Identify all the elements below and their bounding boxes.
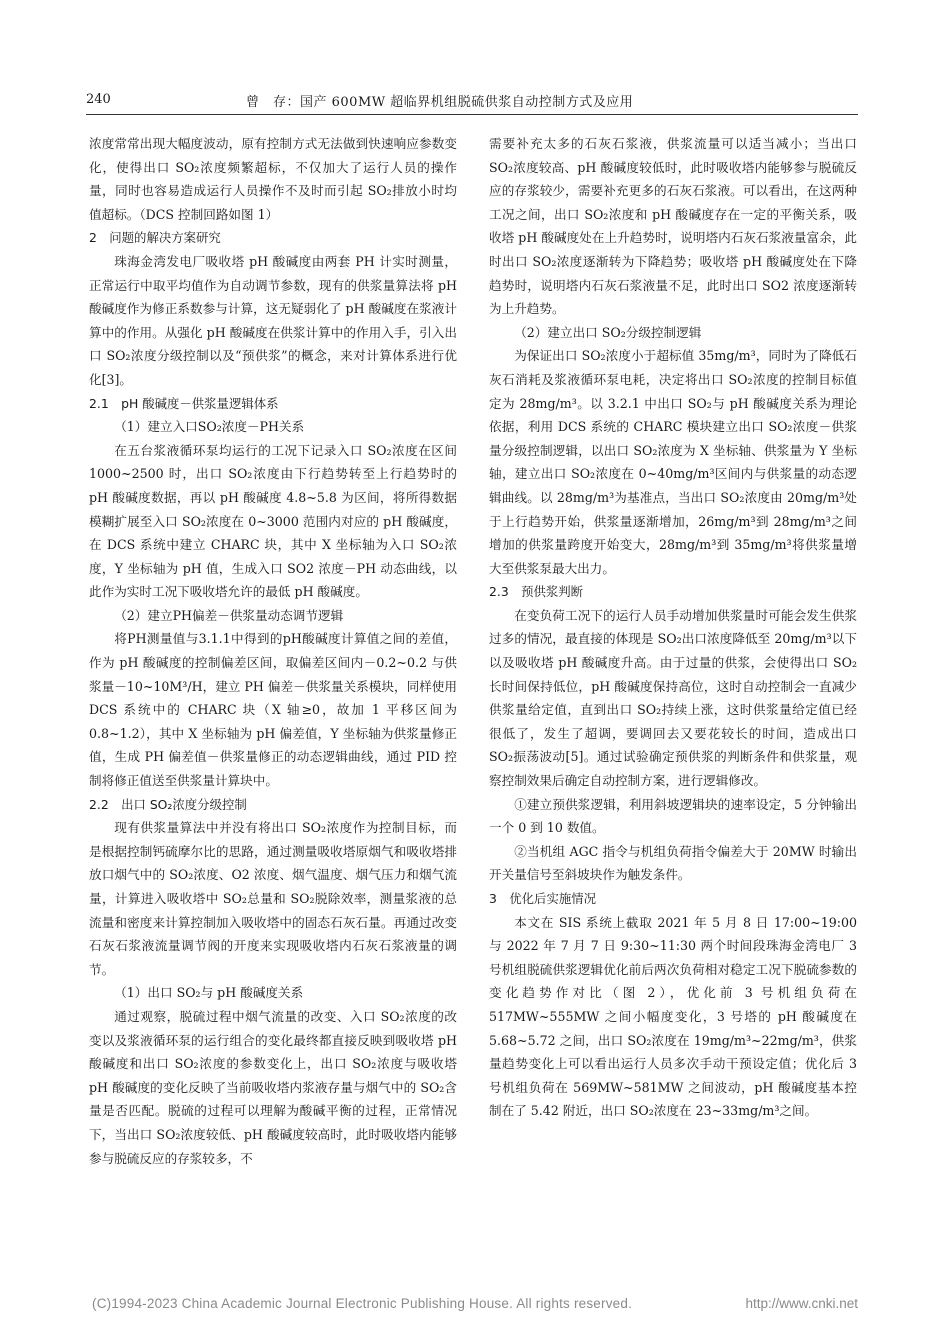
section-heading: 2.2 出口 SO₂浓度分级控制 [89,796,247,812]
body-paragraph: 现有供浆量算法中并没有将出口 SO₂浓度作为控制目标，而是根据控制钙硫摩尔比的思路，通过测量吸收塔原烟气和吸收塔排放口烟气中的 SO₂浓度、O2 浓度、烟气温度、烟气压力和烟气流量，计算进入吸收塔中 SO₂总量和 SO₂脱除效率，测量浆液的总流量和密度来计算控制加入吸收塔中的固态石灰石量。再通过改变石灰石浆液流量调节阀的开度来实现吸收塔内石灰石浆液量的调节。 [89,820,457,977]
website-link[interactable]: http://www.cnki.net [745,1296,858,1311]
page-header [86,88,858,115]
subsection-heading: （1）出口 SO₂与 pH 酸碱度关系 [114,985,304,1001]
body-paragraph: 将PH测量值与3.1.1中得到的pH酸碱度计算值之间的差值，作为 pH 酸碱度的控制偏差区间，取偏差区间内－0.2~0.2 与供浆量－10~10M³/H，建立 PH 偏差－供浆量关系模块，同样使用 DCS 系统中的 CHARC 块（X 轴≥0，故加 1 平移区间为 0.8~1.2），其中 X 坐标轴为 pH 偏差值，Y 坐标轴为供浆量修正值，生成 PH 偏差值－供浆量修正的动态逻辑曲线，通过 PID 控制将修正值送至供浆量计算块中。 [89,631,457,789]
body-paragraph: 本文在 SIS 系统上截取 2021 年 5 月 8 日 17:00~19:00 与 2022 年 7 月 7 日 9:30~11:30 两个时间段珠海金湾电厂 3 号机组脱硫供浆逻辑优化前后两次负荷相对稳定工况下脱硫参数的变化趋势作对比（图 2），优化前 3 号机组负荷在 517MW~555MW 之间小幅度变化，3 号塔的 pH 酸碱度在 5.68~5.72 之间，出口 SO₂浓度在 19mg/m³~22mg/m³，供浆量趋势变化上可以看出运行人员多次手动干预设定值；优化后 3 号机组负荷在 569MW~581MW 之间波动，pH 酸碱度基本控制在了 5.42 附近，出口 SO₂浓度在 23~33mg/m³之间。 [489,914,857,1119]
continued-paragraph: 浓度常常出现大幅度波动，原有控制方式无法做到快速响应参数变化，使得出口 SO₂浓度频繁超标，不仅加大了运行人员的操作量，同时也容易造成运行人员操作不及时而引起 SO₂排放小时均值超标。（DCS 控制回路如图 1） [89,136,457,222]
left-column [89,132,457,1170]
running-title: 曾 存：国产 600MW 超临界机组脱硫供浆自动控制方式及应用 [246,95,634,110]
section-heading: 2.1 pH 酸碱度－供浆量逻辑体系 [89,395,279,411]
body-paragraph: 在五台浆液循环泵均运行的工况下记录入口 SO₂浓度在区间 1000~2500 时，出口 SO₂浓度由下行趋势转至上行趋势时的 pH 酸碱度数据，再以 pH 酸碱度 4.8~5.8 为区间，将所得数据模糊扩展至入口 SO₂浓度在 0~3000 范围内对应的 pH 酸碱度，在 DCS 系统中建立 CHARC 块，其中 X 坐标轴为入口 SO₂浓度，Y 坐标轴为 pH 值，生成入口 SO2 浓度－PH 动态曲线，以此作为实时工况下吸收塔允许的最低 pH 酸碱度。 [89,442,457,600]
section-heading: 2 问题的解决方案研究 [89,230,221,246]
subsection-heading: （1）建立入口SO₂浓度－PH关系 [114,419,305,435]
subsection-heading: （2）建立出口 SO₂分级控制逻辑 [514,324,702,340]
body-paragraph: 为保证出口 SO₂浓度小于超标值 35mg/m³，同时为了降低石灰石消耗及浆液循环泵电耗，决定将出口 SO₂浓度的控制目标值定为 28mg/m³。以 3.2.1 中出口 SO₂与 pH 酸碱度关系为理论依据，利用 DCS 系统的 CHARC 模块建立出口 SO₂浓度－供浆量分级控制逻辑，以出口 SO₂浓度为 X 坐标轴、供浆量为 Y 坐标轴，建立出口 SO₂浓度在 0~40mg/m³区间内与供浆量的动态逻辑曲线。以 28mg/m³为基准点，当出口 SO₂浓度由 20mg/m³处于上行趋势开始，供浆量逐渐增加，26mg/m³到 28mg/m³之间增加的供浆量跨度开始变大，28mg/m³到 35mg/m³将供浆量增大至供浆泵最大出力。 [489,348,857,576]
section-heading: 2.3 预供浆判断 [489,584,584,600]
body-paragraph: 珠海金湾发电厂吸收塔 pH 酸碱度由两套 PH 计实时测量，正常运行中取平均值作为自动调节参数，现有的供浆量算法将 pH 酸碱度作为修正系数参与计算，这无疑弱化了 pH 酸碱度在浆液计算中的作用。从强化 pH 酸碱度在供浆计算中的作用入手，引入出口 SO₂浓度分级控制以及“预供浆”的概念，来对计算体系进行优化[3]。 [89,253,457,387]
body-paragraph: 通过观察，脱硫过程中烟气流量的改变、入口 SO₂浓度的改变以及浆液循环泵的运行组合的变化最终都直接反映到吸收塔 pH 酸碱度和出口 SO₂浓度的参数变化上，出口 SO₂浓度与吸收塔 pH 酸碱度的变化反映了当前吸收塔内浆液存量与烟气中的 SO₂含量是否匹配。脱硫的过程可以理解为酸碱平衡的过程，正常情况下，当出口 SO₂浓度较低、pH 酸碱度较高时，此时吸收塔内能够参与脱硫反应的存浆较多，不 [89,1008,457,1166]
right-column [489,132,857,1123]
section-heading: 3 优化后实施情况 [489,891,597,906]
body-paragraph: 在变负荷工况下的运行人员手动增加供浆量时可能会发生供浆过多的情况，最直接的体现是 SO₂出口浓度降低至 20mg/m³以下以及吸收塔 pH 酸碱度升高。由于过量的供浆，会使得出口 SO₂长时间保持低位，pH 酸碱度保持高位，这时自动控制会一直减少供浆量给定值，直到出口 SO₂持续上涨，这时供浆量给定值已经很低了，发生了超调，要调回去又要花较长的时间，造成出口 SO₂振荡波动[5]。通过试验确定预供浆的判断条件和供浆量，观察控制效果后确定自动控制方案，进行逻辑修改。 [489,607,857,789]
copyright-notice: (C)1994-2023 China Academic Journal Electronic Publishing House. All rights reserved. [92,1296,633,1311]
continued-paragraph: 需要补充太多的石灰石浆液，供浆流量可以适当减小；当出口 SO₂浓度较高、pH 酸碱度较低时，此时吸收塔内能够参与脱硫反应的存浆较少，需要补充更多的石灰石浆液。可以看出，在这两种工况之间，出口 SO₂浓度和 pH 酸碱度存在一定的平衡关系，吸收塔 pH 酸碱度处在上升趋势时，说明塔内石灰石浆液量富余，此时出口 SO₂浓度逐渐转为下降趋势；吸收塔 pH 酸碱度处在下降趋势时，说明塔内石灰石浆液量不足，此时出口 SO2 浓度逐渐转为上升趋势。 [489,136,857,317]
page-number: 240 [86,92,111,107]
subsection-heading: （2）建立PH偏差－供浆量动态调节逻辑 [114,607,344,623]
body-paragraph: ①建立预供浆逻辑，利用斜坡逻辑块的速率设定，5 分钟输出一个 0 到 10 数值。 [489,796,857,836]
body-paragraph: ②当机组 AGC 指令与机组负荷指令偏差大于 20MW 时输出开关量信号至斜坡块作为触发条件。 [489,843,857,883]
